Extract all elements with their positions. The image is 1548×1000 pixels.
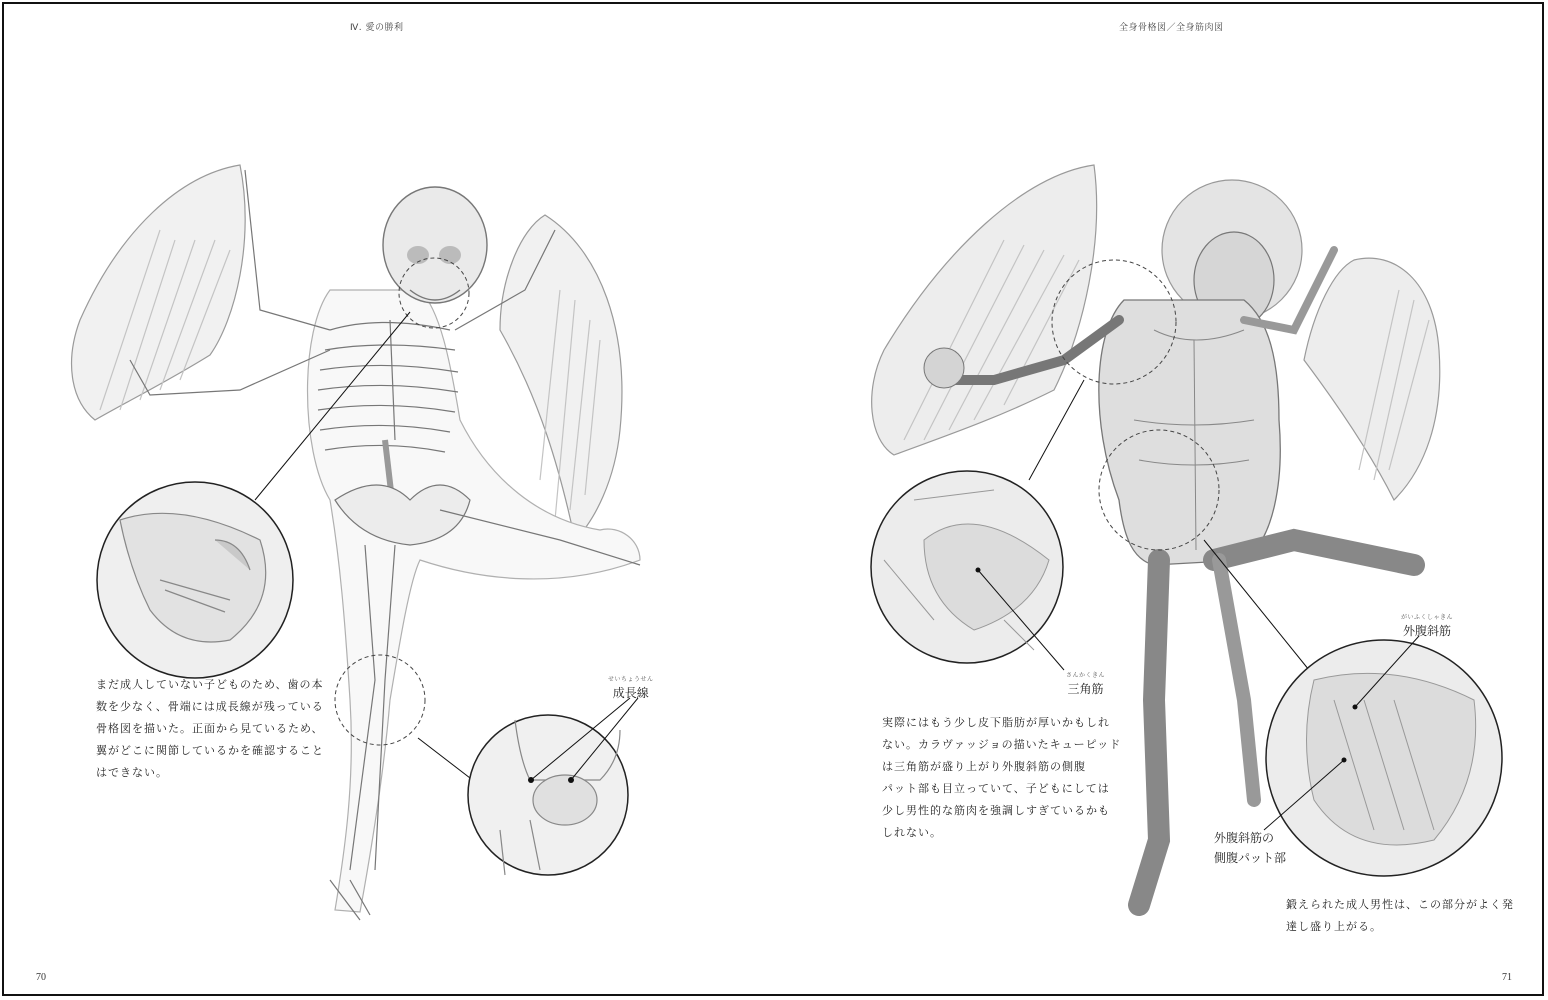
page-number-left: 70: [36, 972, 46, 983]
note-line: 達し盛り上がる。: [1286, 920, 1382, 933]
right-page: [774, 0, 1548, 1000]
ruby-external-oblique: がいふくしゃきん: [1401, 614, 1454, 621]
running-head-right: 全身骨格図／全身筋肉図: [1119, 23, 1224, 33]
label-flank-pad-line: 外腹斜筋の: [1214, 831, 1275, 845]
label-external-oblique: [1401, 614, 1453, 639]
ruby-deltoid: さんかくきん: [1066, 672, 1106, 679]
caption-line: 実際にはもう少し皮下脂肪が厚いかもしれ: [882, 716, 1110, 729]
caption-left: [96, 674, 324, 784]
caption-line: はできない。: [96, 766, 168, 779]
note-right: [1286, 894, 1514, 938]
label-deltoid: [1066, 672, 1105, 697]
label-flank-pad: [1214, 828, 1286, 868]
caption-line: パット部も目立っていて、子どもにしては: [882, 782, 1110, 795]
label-flank-pad-line: 側腹パット部: [1214, 851, 1287, 865]
caption-line: は三角筋が盛り上がり外腹斜筋の側腹: [882, 760, 1086, 773]
label-growth-line: [608, 676, 654, 701]
caption-line: 数を少なく、骨端には成長線が残っている: [96, 700, 324, 713]
page-number-right: 71: [1502, 972, 1512, 983]
caption-line: しれない。: [882, 826, 942, 839]
caption-right: [882, 712, 1121, 844]
caption-line: まだ成人していない子どものため、歯の本: [96, 678, 324, 691]
label-growth-line-text: 成長線: [612, 686, 649, 700]
caption-line: 少し男性的な筋肉を強調しすぎているかも: [882, 804, 1110, 817]
label-external-oblique-text: 外腹斜筋: [1403, 624, 1452, 638]
running-head-left: Ⅳ. 愛の勝利: [350, 23, 404, 33]
label-deltoid-text: 三角筋: [1067, 682, 1104, 696]
ruby-growth-line: せいちょうせん: [608, 676, 654, 683]
caption-line: 翼がどこに関節しているかを確認すること: [96, 744, 324, 757]
caption-line: 骨格図を描いた。正面から見ているため、: [96, 722, 324, 735]
caption-line: ない。カラヴァッジョの描いたキューピッド: [882, 738, 1122, 751]
muscle-illustration: [774, 0, 1548, 1000]
note-line: 鍛えられた成人男性は、この部分がよく発: [1286, 898, 1514, 911]
